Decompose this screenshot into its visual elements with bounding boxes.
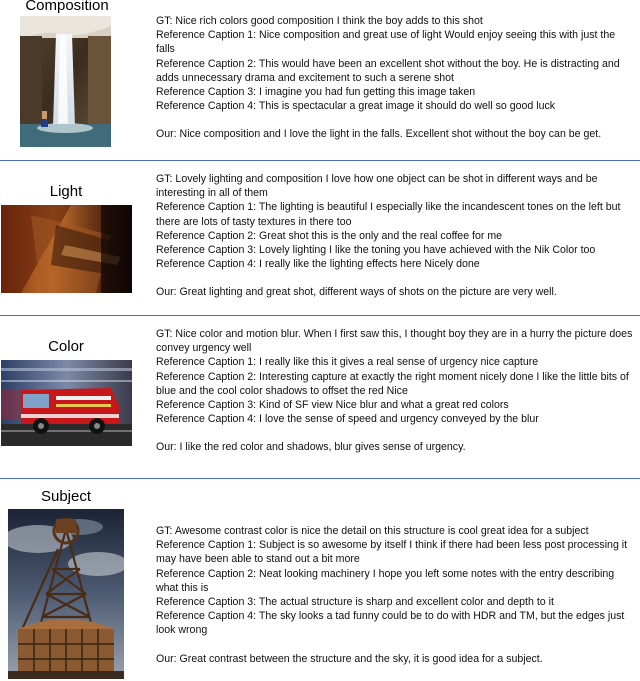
aspect-label: Light: [49, 183, 83, 200]
mine-headframe-image: [8, 509, 124, 679]
caption-block: [156, 14, 634, 142]
our-caption: Our: Great contrast between the structure and the sky, it is good idea for a subject.: [156, 652, 543, 665]
reference-caption: Reference Caption 3: Kind of SF view Nice blur and what a great red colors: [156, 399, 509, 412]
reference-caption: Reference Caption 2: Great shot this is the only and the real coffee for me: [156, 229, 503, 242]
reference-caption: Reference Caption 4: The sky looks a tad funny could be to do with HDR and TM, but the edges just look wrong: [156, 610, 625, 637]
our-caption: Our: I like the red color and shadows, blur gives sense of urgency.: [156, 441, 466, 454]
section-subject: [0, 479, 640, 681]
our-caption: Our: Nice composition and I love the light in the falls. Excellent shot without the boy can be get.: [156, 128, 602, 141]
section-light: [0, 161, 640, 315]
reference-caption: Reference Caption 2: Interesting capture at exactly the right moment nicely done I like the little bits of blue and the cool color shadows to offset the red Nice: [156, 370, 629, 397]
gt-caption: GT: Nice color and motion blur. When I first saw this, I thought boy they are in a hurry the picture does convey urgency well: [156, 328, 633, 355]
reference-caption: Reference Caption 4: I love the sense of speed and urgency conveyed by the blur: [156, 413, 539, 426]
reference-caption: Reference Caption 1: Subject is so awesome by itself I think if there had been less post processing it may have been able to stand out a bit more: [156, 539, 628, 566]
reference-caption: Reference Caption 1: Nice composition and great use of light Would enjoy seeing this with just the falls: [156, 29, 616, 56]
waterfall-image: [20, 16, 111, 147]
aspect-label: Subject: [40, 488, 92, 505]
reference-caption: Reference Caption 3: I imagine you had fun getting this image taken: [156, 86, 476, 99]
reference-caption: Reference Caption 1: The lighting is beautiful I especially like the incandescent tones on the left but there are lots of tasty textures in there too: [156, 201, 621, 228]
gt-caption: GT: Nice rich colors good composition I think the boy adds to this shot: [156, 15, 483, 27]
caption-block: [156, 172, 634, 300]
reference-caption: Reference Caption 3: Lovely lighting I like the toning you have achieved with the Nik Color too: [156, 244, 596, 257]
reference-caption: Reference Caption 4: I really like the lighting effects here Nicely done: [156, 258, 480, 271]
gt-caption: GT: Awesome contrast color is nice the detail on this structure is cool great idea for a subject: [156, 525, 589, 537]
reference-caption: Reference Caption 1: I really like this it gives a real sense of urgency nice capture: [156, 356, 539, 369]
caption-block: [156, 524, 634, 666]
section-color: [0, 316, 640, 478]
fire-truck-image: [1, 360, 132, 446]
caption-block: [156, 327, 634, 455]
reference-caption: Reference Caption 3: The actual structure is sharp and excellent color and depth to it: [156, 596, 554, 609]
wooden-object-image: [1, 205, 132, 293]
aspect-label: Color: [48, 338, 84, 355]
gt-caption: GT: Lovely lighting and composition I love how one object can be shot in different ways and be interesting in all of them: [156, 173, 598, 200]
aspect-label: Composition: [25, 0, 109, 14]
our-caption: Our: Great lighting and great shot, different ways of shots on the picture are very well.: [156, 286, 557, 299]
reference-caption: Reference Caption 2: Neat looking machinery I hope you left some notes with the entry describing what this is: [156, 567, 615, 594]
reference-caption: Reference Caption 4: This is spectacular a great image it should do well so good luck: [156, 100, 556, 113]
section-composition: [0, 0, 640, 160]
reference-caption: Reference Caption 2: This would have been an excellent shot without the boy. He is distracting and adds unnecessary drama and excitement to such a serene shot: [156, 57, 620, 84]
